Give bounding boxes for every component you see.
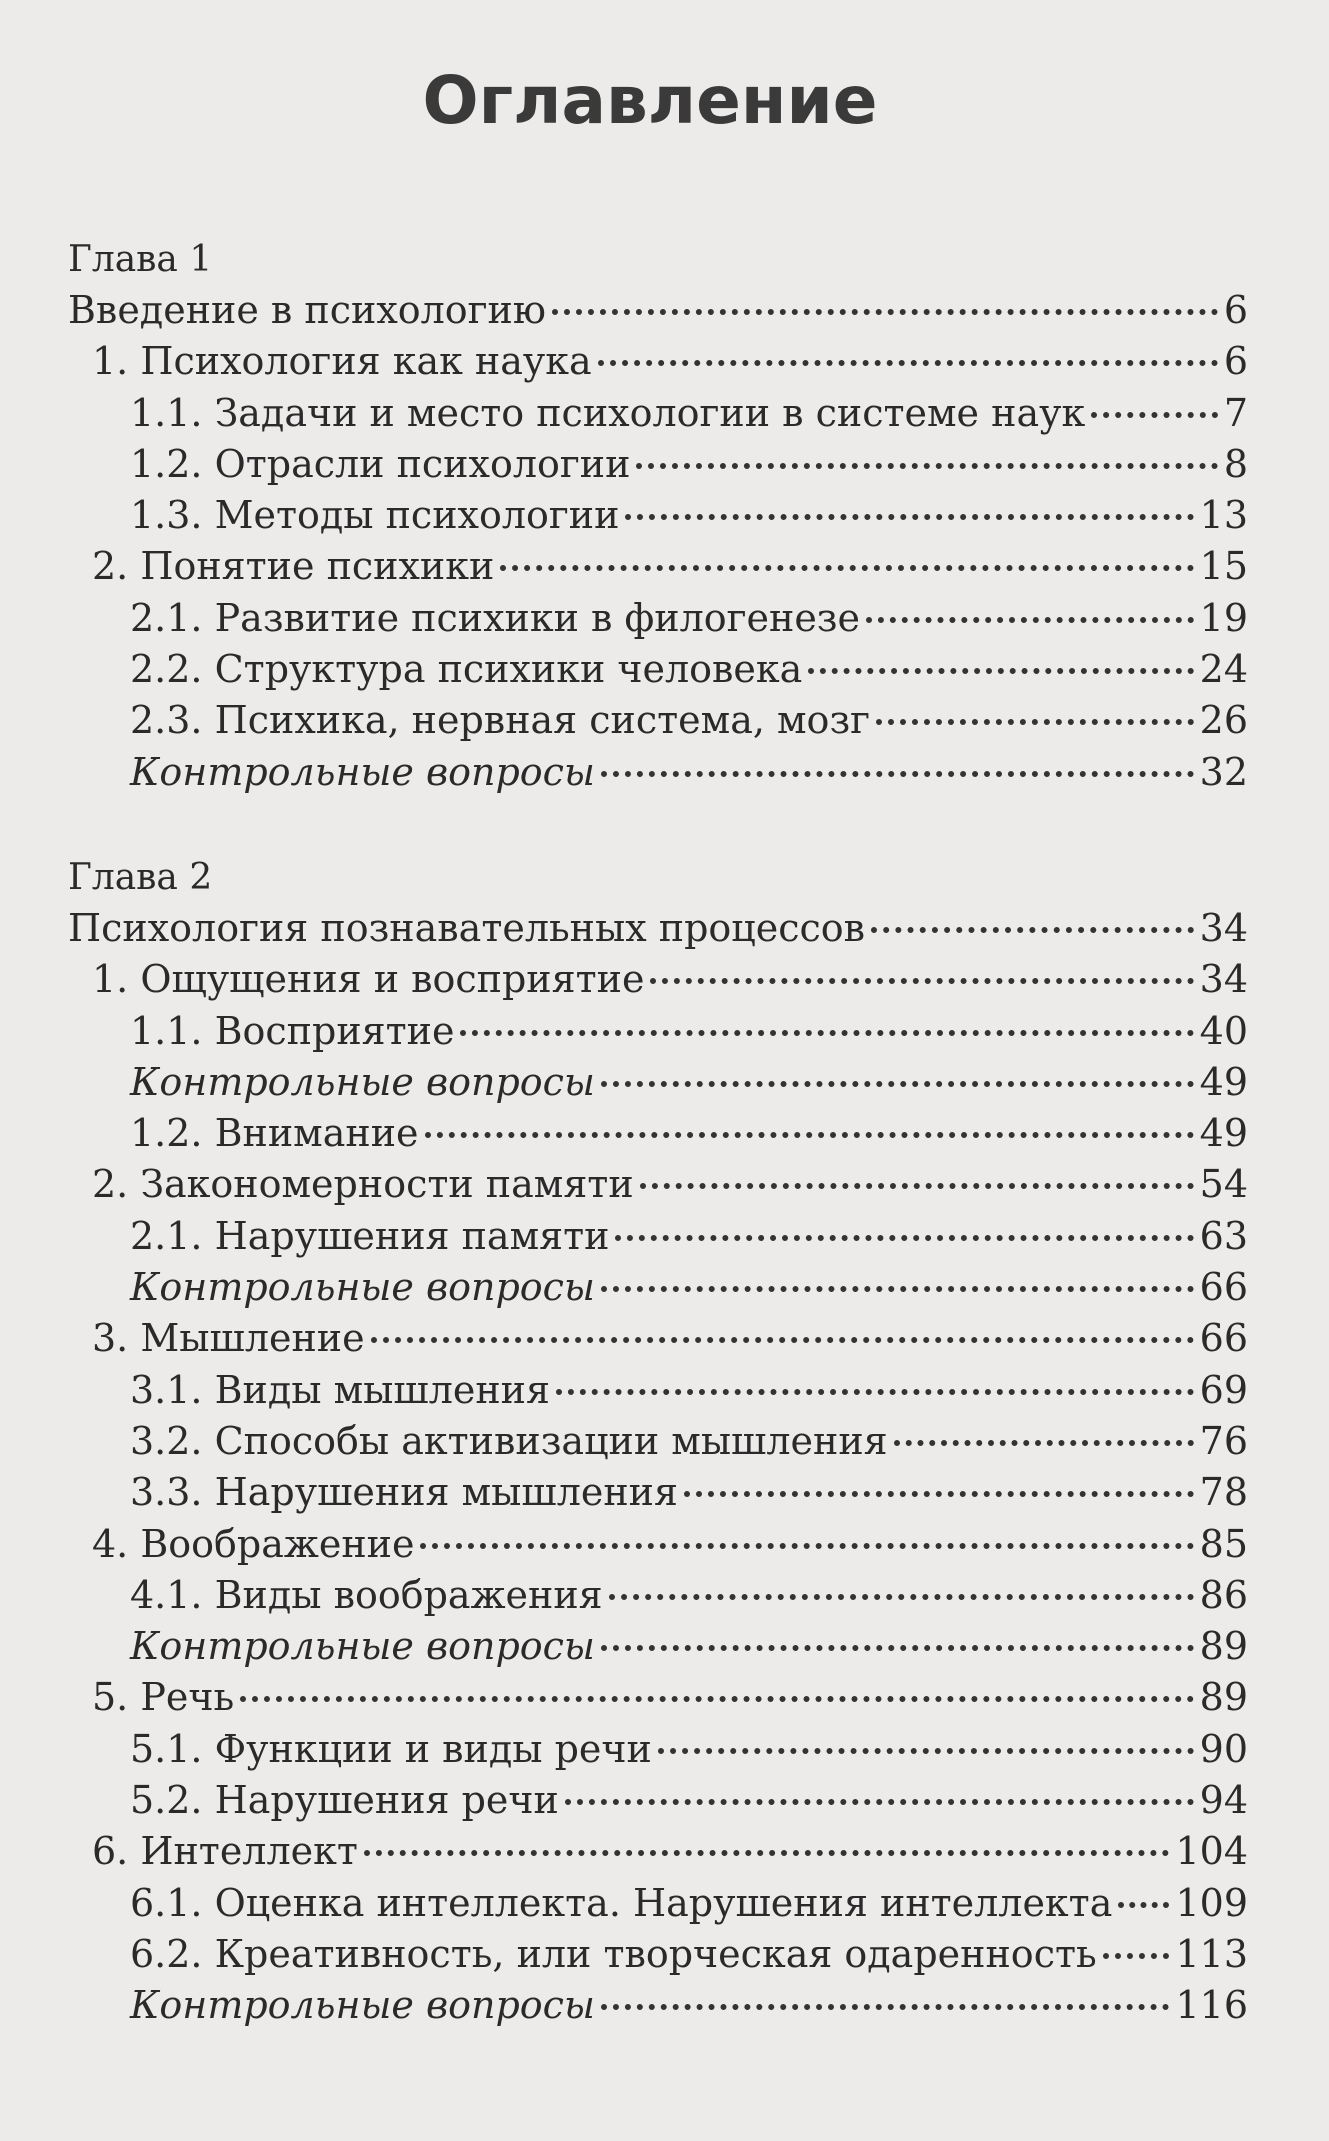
toc-entry xyxy=(68,1775,1248,1826)
toc-entry-page: 113 xyxy=(1175,1931,1248,1976)
toc-entry-title: Психология познавательных процессов xyxy=(68,906,866,950)
chapter-label: Глава 2 xyxy=(68,857,213,898)
toc-entry-title: Введение в психологию xyxy=(68,288,546,332)
toc-entry-page: 15 xyxy=(1199,544,1248,589)
toc-entry-page: 66 xyxy=(1199,1265,1248,1310)
toc-entry-title: 1.2. Отрасли психологии xyxy=(130,441,631,486)
dot-leader xyxy=(240,1696,1193,1702)
toc-entry xyxy=(68,1621,1248,1672)
toc-entry-page: 34 xyxy=(1199,906,1248,950)
toc-entry-page: 89 xyxy=(1199,1675,1248,1720)
toc-entry-page: 66 xyxy=(1199,1316,1248,1361)
dot-leader xyxy=(684,1491,1194,1497)
toc-entry-title: Контрольные вопросы xyxy=(130,1624,595,1669)
toc-entry-page: 94 xyxy=(1199,1778,1248,1823)
dot-leader xyxy=(364,1850,1170,1856)
dot-leader xyxy=(425,1132,1194,1138)
toc-entry-page: 86 xyxy=(1199,1572,1248,1617)
toc-entry xyxy=(68,1724,1248,1775)
toc-entry-title: 1.1. Восприятие xyxy=(130,1008,455,1053)
toc-entry xyxy=(68,1108,1248,1159)
toc-entry-page: 6 xyxy=(1223,339,1248,384)
toc-entry-page: 78 xyxy=(1199,1470,1248,1515)
toc-entry xyxy=(68,1365,1248,1416)
toc-entry xyxy=(68,1313,1248,1364)
toc-entry-page: 89 xyxy=(1199,1624,1248,1669)
toc-entry-title: 3.1. Виды мышления xyxy=(130,1367,550,1412)
dot-leader xyxy=(615,1235,1193,1241)
toc-entry-title: Контрольные вопросы xyxy=(130,749,595,794)
dot-leader xyxy=(552,309,1218,315)
dot-leader xyxy=(876,719,1194,725)
toc-entry xyxy=(68,1057,1248,1108)
toc-entry-title: 6.1. Оценка интеллекта. Нарушения интеллекта xyxy=(130,1880,1113,1925)
toc-entries xyxy=(68,903,1248,2032)
page-title: Оглавление xyxy=(422,62,878,139)
toc-entry xyxy=(68,954,1248,1005)
toc-entry-title: Контрольные вопросы xyxy=(130,1265,595,1310)
toc-entry-page: 40 xyxy=(1199,1008,1248,1053)
toc-entry-title: 2.1. Развитие психики в филогенезе xyxy=(130,595,861,640)
dot-leader xyxy=(601,1286,1194,1292)
toc-entries xyxy=(68,285,1248,798)
toc-entry-title: 2.1. Нарушения памяти xyxy=(130,1213,610,1258)
toc-entry xyxy=(68,490,1248,541)
dot-leader xyxy=(636,463,1217,469)
dot-leader xyxy=(598,360,1218,366)
toc-entry xyxy=(68,593,1248,644)
dot-leader xyxy=(500,565,1193,571)
toc-entry-page: 109 xyxy=(1175,1880,1248,1925)
toc-entry-title: 2. Закономерности памяти xyxy=(92,1162,634,1207)
dot-leader xyxy=(556,1389,1194,1395)
dot-leader xyxy=(650,978,1193,984)
toc-entry-page: 34 xyxy=(1199,957,1248,1002)
toc-entry-page: 13 xyxy=(1199,493,1248,538)
toc-entry xyxy=(68,644,1248,695)
toc-entry-title: 2.2. Структура психики человека xyxy=(130,647,803,692)
toc-entry-page: 54 xyxy=(1199,1162,1248,1207)
toc-entry-title: 2. Понятие психики xyxy=(92,544,495,589)
dot-leader xyxy=(601,1081,1194,1087)
toc-entry xyxy=(68,1929,1248,1980)
chapter-1 xyxy=(68,234,1248,798)
dot-leader xyxy=(1103,1953,1170,1959)
toc-entry-page: 8 xyxy=(1223,441,1248,486)
toc-entry xyxy=(68,1519,1248,1570)
toc-entry xyxy=(68,1570,1248,1621)
toc-entry-title: 1.3. Методы психологии xyxy=(130,493,620,538)
dot-leader xyxy=(601,1645,1194,1651)
dot-leader xyxy=(420,1543,1193,1549)
toc-entry-title: 2.3. Психика, нервная система, мозг xyxy=(130,698,871,743)
toc-entry-title: 3.2. Способы активизации мышления xyxy=(130,1418,888,1463)
toc-entry-page: 104 xyxy=(1175,1829,1248,1874)
toc-entry xyxy=(68,695,1248,746)
toc-entry-page: 24 xyxy=(1199,647,1248,692)
toc-entry-page: 19 xyxy=(1199,595,1248,640)
toc-entry xyxy=(68,1006,1248,1057)
toc-entry-page: 32 xyxy=(1199,749,1248,794)
dot-leader xyxy=(609,1594,1194,1600)
toc-entry xyxy=(68,336,1248,387)
dot-leader xyxy=(601,771,1194,777)
dot-leader xyxy=(894,1440,1194,1446)
toc-entry-title: 4.1. Виды воображения xyxy=(130,1572,603,1617)
toc-entry-page: 49 xyxy=(1199,1111,1248,1156)
toc-entry-title: 6. Интеллект xyxy=(92,1829,358,1874)
toc-entry-title: 1.1. Задачи и место психологии в системе наук xyxy=(130,390,1086,435)
dot-leader xyxy=(808,668,1193,674)
toc-entry xyxy=(68,1211,1248,1262)
toc-entry-title: 5. Речь xyxy=(92,1675,235,1720)
dot-leader xyxy=(625,514,1193,520)
dot-leader xyxy=(460,1030,1193,1036)
toc-entry xyxy=(68,439,1248,490)
toc-entry-title: 4. Воображение xyxy=(92,1521,415,1566)
toc-entry xyxy=(68,1262,1248,1313)
dot-leader xyxy=(371,1337,1194,1343)
toc-entry-page: 26 xyxy=(1199,698,1248,743)
toc-entry-page: 69 xyxy=(1199,1367,1248,1412)
toc-entry-title: 3.3. Нарушения мышления xyxy=(130,1470,678,1515)
chapter-2 xyxy=(68,852,1248,2032)
toc-entry-title: Контрольные вопросы xyxy=(130,1983,595,2028)
toc-entry xyxy=(68,1980,1248,2031)
toc-entry xyxy=(68,388,1248,439)
dot-leader xyxy=(565,1799,1194,1805)
toc-entry-page: 76 xyxy=(1199,1418,1248,1463)
dot-leader xyxy=(871,927,1194,933)
toc-entry xyxy=(68,1826,1248,1877)
toc-entry xyxy=(68,1672,1248,1723)
toc-entry-title: 1.2. Внимание xyxy=(130,1111,419,1156)
dot-leader xyxy=(640,1183,1194,1189)
dot-leader xyxy=(866,617,1194,623)
toc-entry-page: 7 xyxy=(1223,390,1248,435)
toc-entry-title: 5.2. Нарушения речи xyxy=(130,1778,559,1823)
toc-entry-title: 5.1. Функции и виды речи xyxy=(130,1726,652,1771)
toc-entry-page: 6 xyxy=(1223,288,1248,332)
toc-entry xyxy=(68,1467,1248,1518)
toc-entry xyxy=(68,1878,1248,1929)
toc-entry xyxy=(68,1416,1248,1467)
toc-entry-title: 1. Психология как наука xyxy=(92,339,592,384)
toc-entry-title: Контрольные вопросы xyxy=(130,1059,595,1104)
toc-entry xyxy=(68,541,1248,592)
toc-entry-page: 63 xyxy=(1199,1213,1248,1258)
toc-entry-page: 49 xyxy=(1199,1059,1248,1104)
dot-leader xyxy=(1118,1902,1169,1908)
dot-leader xyxy=(601,2004,1170,2010)
toc-entry-page: 85 xyxy=(1199,1521,1248,1566)
toc-entry-title: 3. Мышление xyxy=(92,1316,365,1361)
toc-entry xyxy=(68,285,1248,336)
chapter-label: Глава 1 xyxy=(68,239,213,280)
dot-leader xyxy=(658,1748,1194,1754)
toc-entry-title: 6.2. Креативность, или творческая одаренность xyxy=(130,1931,1097,1976)
dot-leader xyxy=(1091,412,1218,418)
toc-entry-page: 116 xyxy=(1175,1983,1248,2028)
toc-entry xyxy=(68,1159,1248,1210)
toc-entry xyxy=(68,747,1248,798)
toc-entry-page: 90 xyxy=(1199,1726,1248,1771)
toc-entry-title: 1. Ощущения и восприятие xyxy=(92,957,645,1002)
toc-entry xyxy=(68,903,1248,954)
